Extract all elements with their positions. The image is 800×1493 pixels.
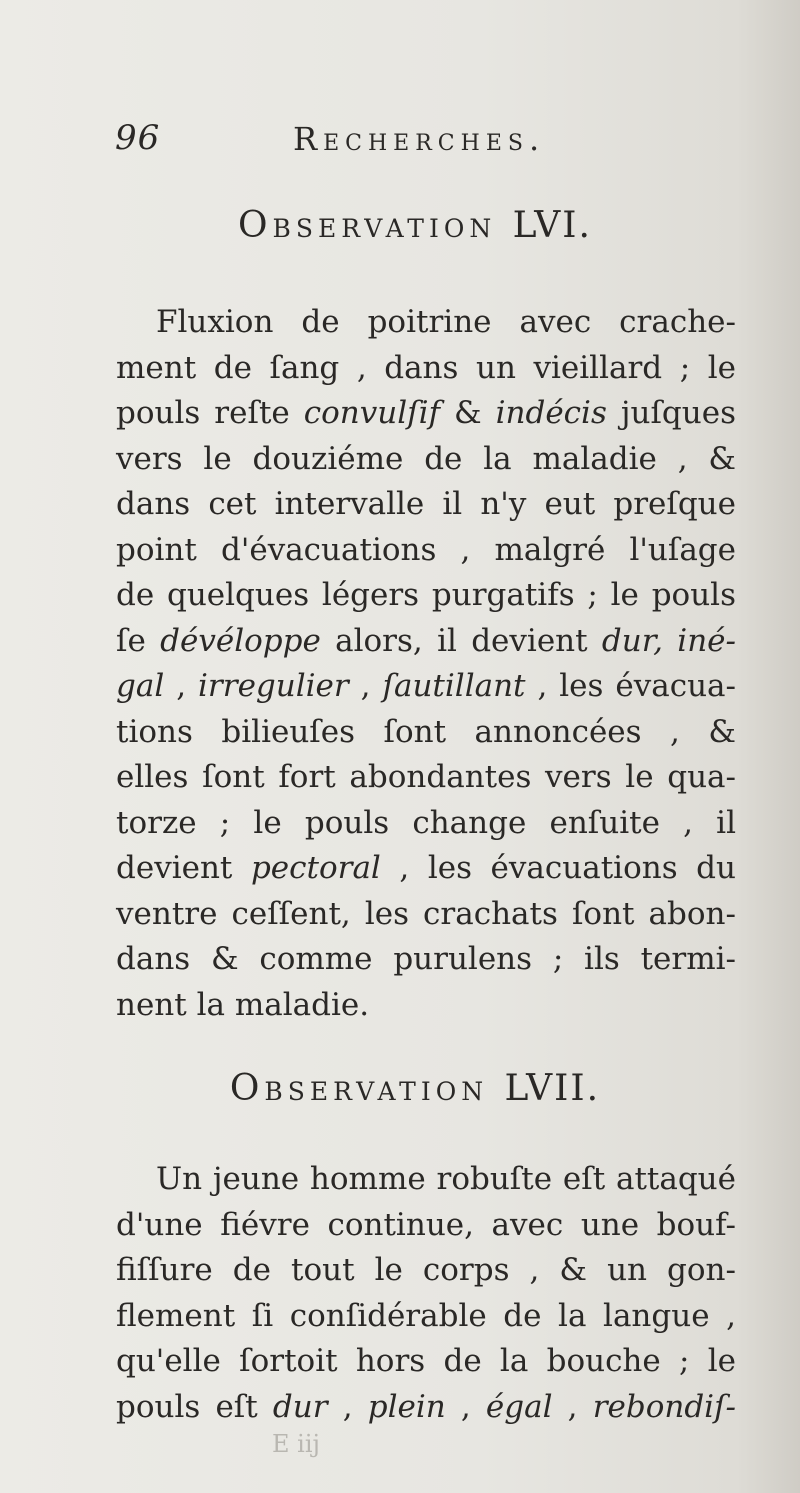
text-line bbox=[116, 846, 736, 892]
text-run: , les évacua- bbox=[525, 668, 737, 704]
text-line bbox=[116, 346, 736, 392]
italic-term: dur bbox=[272, 1388, 328, 1425]
text-run: Un jeune homme robuſte eſt attaqué bbox=[156, 1161, 736, 1197]
text-run: dans & comme purulens ; ils termi- bbox=[116, 941, 736, 977]
text-run: , bbox=[348, 668, 383, 704]
signature-mark: E iij bbox=[272, 1430, 320, 1458]
text-line bbox=[116, 1157, 736, 1203]
text-run: ſe bbox=[116, 622, 161, 659]
text-run: dans cet intervalle il n'y eut preſque bbox=[116, 486, 736, 522]
text-line bbox=[116, 892, 736, 938]
running-title: Recherches. bbox=[293, 120, 546, 158]
italic-term: égal bbox=[485, 1388, 553, 1425]
heading-word: Observation bbox=[238, 205, 497, 246]
italic-term: ſautillant bbox=[382, 668, 526, 704]
text-run: ment de ſang , dans un vieillard ; le bbox=[116, 349, 736, 386]
text-line bbox=[116, 528, 736, 574]
text-run: d'une fiévre continue, avec une bouf- bbox=[116, 1206, 736, 1243]
text-line bbox=[116, 983, 736, 1029]
text-run: tions bilieuſes ſont annoncées , & bbox=[116, 713, 736, 750]
text-run: , bbox=[327, 1388, 368, 1425]
text-run: elles ſont fort abondantes vers le qua- bbox=[116, 759, 736, 795]
heading-numeral: LVI. bbox=[512, 205, 592, 246]
text-line bbox=[116, 1248, 736, 1294]
italic-term: dur, iné- bbox=[601, 622, 736, 659]
text-run: alors, il devient bbox=[320, 622, 602, 659]
text-run: & bbox=[440, 395, 496, 431]
text-run: , les évacuations du bbox=[380, 850, 736, 886]
page-number: 96 bbox=[115, 118, 161, 158]
italic-term: indécis bbox=[495, 395, 607, 431]
text-line bbox=[116, 482, 736, 528]
text-line bbox=[116, 1339, 736, 1385]
text-run: , bbox=[445, 1388, 486, 1425]
heading-word: Observation bbox=[229, 1068, 489, 1109]
text-run: vers le douziéme de la maladie , & bbox=[116, 440, 736, 477]
text-run: pouls reſte bbox=[116, 395, 304, 431]
observation-heading-lvii bbox=[0, 1068, 800, 1109]
italic-term: dévéloppe bbox=[160, 622, 321, 659]
italic-term: convulſif bbox=[303, 395, 440, 431]
text-line bbox=[116, 937, 736, 983]
text-run: pouls eſt bbox=[116, 1388, 273, 1425]
italic-term: gal bbox=[116, 668, 165, 704]
text-line bbox=[116, 755, 736, 801]
text-line bbox=[116, 1203, 736, 1249]
text-line bbox=[116, 619, 736, 665]
text-line bbox=[116, 1385, 736, 1431]
observation-text-lvi bbox=[116, 300, 736, 1028]
text-line bbox=[116, 710, 736, 756]
text-run: de quelques légers purgatifs ; le pouls bbox=[116, 577, 736, 613]
italic-term: plein bbox=[367, 1388, 446, 1425]
text-line bbox=[116, 664, 736, 710]
italic-term: pectoral bbox=[250, 850, 381, 886]
observation-text-lvii bbox=[116, 1157, 736, 1430]
text-run: ventre ceſſent, les crachats ſont abon- bbox=[116, 895, 736, 932]
text-run: point d'évacuations , malgré l'uſage bbox=[116, 531, 736, 568]
running-head bbox=[115, 118, 735, 168]
heading-numeral: LVII. bbox=[504, 1068, 601, 1109]
text-run: fiſſure de tout le corps , & un gon- bbox=[116, 1252, 736, 1288]
text-run: Fluxion de poitrine avec crache- bbox=[156, 304, 736, 340]
text-run: torze ; le pouls change enſuite , il bbox=[116, 804, 736, 841]
text-run: flement ſi conſidérable de la langue , bbox=[116, 1297, 736, 1334]
text-line bbox=[116, 801, 736, 847]
text-run: devient bbox=[116, 850, 251, 886]
text-line bbox=[116, 437, 736, 483]
italic-term: irregulier bbox=[198, 668, 349, 704]
text-line bbox=[116, 573, 736, 619]
text-line bbox=[116, 1294, 736, 1340]
text-run: qu'elle ſortoit hors de la bouche ; le bbox=[116, 1343, 736, 1379]
text-line bbox=[116, 300, 736, 346]
text-run: , bbox=[552, 1388, 593, 1425]
italic-term: rebondiſ- bbox=[592, 1388, 737, 1425]
text-run: juſques bbox=[606, 395, 736, 431]
text-run: nent la maladie. bbox=[116, 986, 370, 1023]
text-line bbox=[116, 391, 736, 437]
text-run: , bbox=[164, 668, 199, 704]
observation-heading-lvi bbox=[0, 205, 800, 246]
